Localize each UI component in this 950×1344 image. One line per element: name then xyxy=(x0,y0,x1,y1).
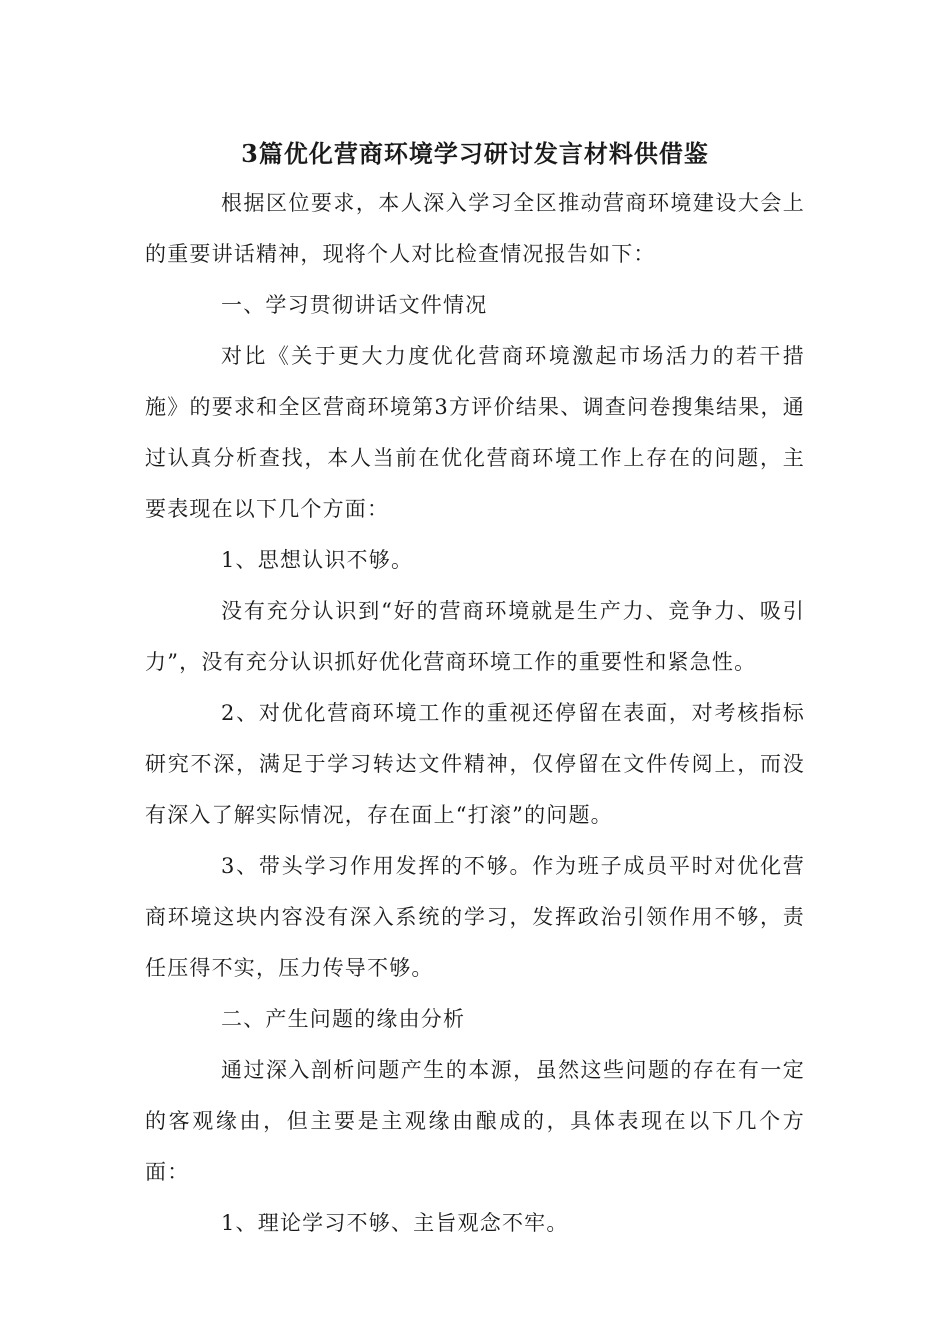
document-body xyxy=(145,178,805,1249)
list-item-3: 3、带头学习作用发挥的不够。作为班子成员平时对优化营商环境这块内容没有深入系统的学习，发挥政治引领作用不够，责任压得不实，压力传导不够。 xyxy=(145,854,805,980)
paragraph-intro: 根据区位要求，本人深入学习全区推动营商环境建设大会上的重要讲话精神，现将个人对比检查情况报告如下： xyxy=(145,191,805,266)
list-item-theory: 1、理论学习不够、主旨观念不牢。 xyxy=(221,1211,569,1235)
section-heading-1: 一、学习贯彻讲话文件情况 xyxy=(221,293,488,317)
paragraph-analysis: 通过深入剖析问题产生的本源，虽然这些问题的存在有一定的客观缘由，但主要是主观缘由酿成的，具体表现在以下几个方面： xyxy=(145,1058,805,1184)
paragraph-comparison: 对比《关于更大力度优化营商环境激起市场活力的若干措施》的要求和全区营商环境第3方评价结果、调查问卷搜集结果，通过认真分析查找，本人当前在优化营商环境工作上存在的问题，主要表现在以下几个方面： xyxy=(145,344,805,521)
document-title: 3篇优化营商环境学习研讨发言材料供借鉴 xyxy=(241,139,709,168)
list-item-2: 2、对优化营商环境工作的重视还停留在表面，对考核指标研究不深，满足于学习转达文件精神，仅停留在文件传阅上，而没有深入了解实际情况，存在面上“打滚”的问题。 xyxy=(145,701,805,827)
paragraph-awareness: 没有充分认识到“好的营商环境就是生产力、竞争力、吸引力”，没有充分认识抓好优化营商环境工作的重要性和紧急性。 xyxy=(145,599,805,674)
section-heading-2: 二、产生问题的缘由分析 xyxy=(221,1007,466,1031)
list-item-1: 1、思想认识不够。 xyxy=(221,548,414,572)
